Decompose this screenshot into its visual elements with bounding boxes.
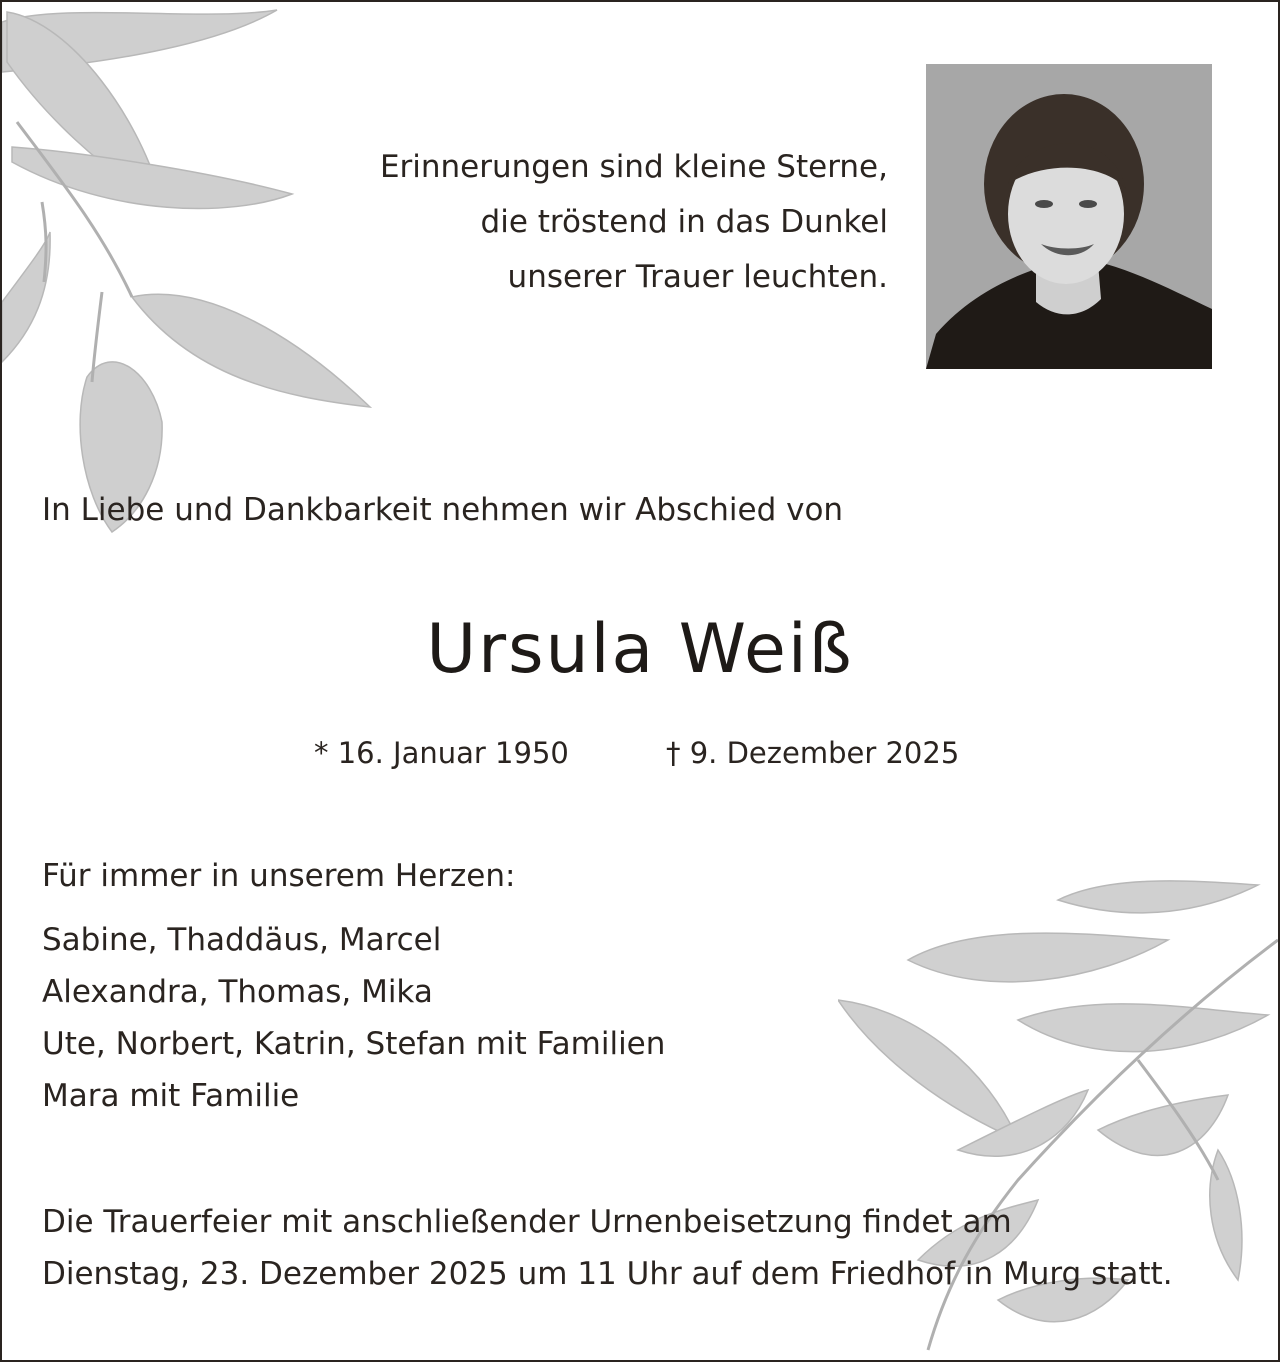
mourners-heading: Für immer in unserem Herzen: — [42, 858, 516, 894]
funeral-line: Die Trauerfeier mit anschließender Urnenbeisetzung findet am — [42, 1204, 1012, 1240]
farewell-intro: In Liebe und Dankbarkeit nehmen wir Abschied von — [42, 492, 844, 528]
portrait-image — [926, 64, 1212, 369]
quote-line: die tröstend in das Dunkel — [480, 204, 888, 240]
deceased-name: Ursula Weiß — [426, 610, 854, 689]
quote-line: Erinnerungen sind kleine Sterne, — [379, 149, 888, 185]
list-item: Mara mit Familie — [42, 1078, 300, 1114]
list-item: Ute, Norbert, Katrin, Stefan mit Familien — [42, 1026, 666, 1062]
list-item: Alexandra, Thomas, Mika — [42, 974, 433, 1010]
funeral-info — [42, 1196, 1173, 1300]
list-item: Sabine, Thaddäus, Marcel — [42, 922, 442, 958]
funeral-line: Dienstag, 23. Dezember 2025 um 11 Uhr auf dem Friedhof in Murg statt. — [42, 1256, 1173, 1292]
memorial-quote — [302, 140, 888, 305]
quote-line: unserer Trauer leuchten. — [507, 259, 888, 295]
portrait-photo — [926, 64, 1212, 369]
mourners-list — [42, 914, 665, 1122]
death-date: † 9. Dezember 2025 — [666, 736, 960, 770]
birth-date: * 16. Januar 1950 — [314, 736, 569, 770]
